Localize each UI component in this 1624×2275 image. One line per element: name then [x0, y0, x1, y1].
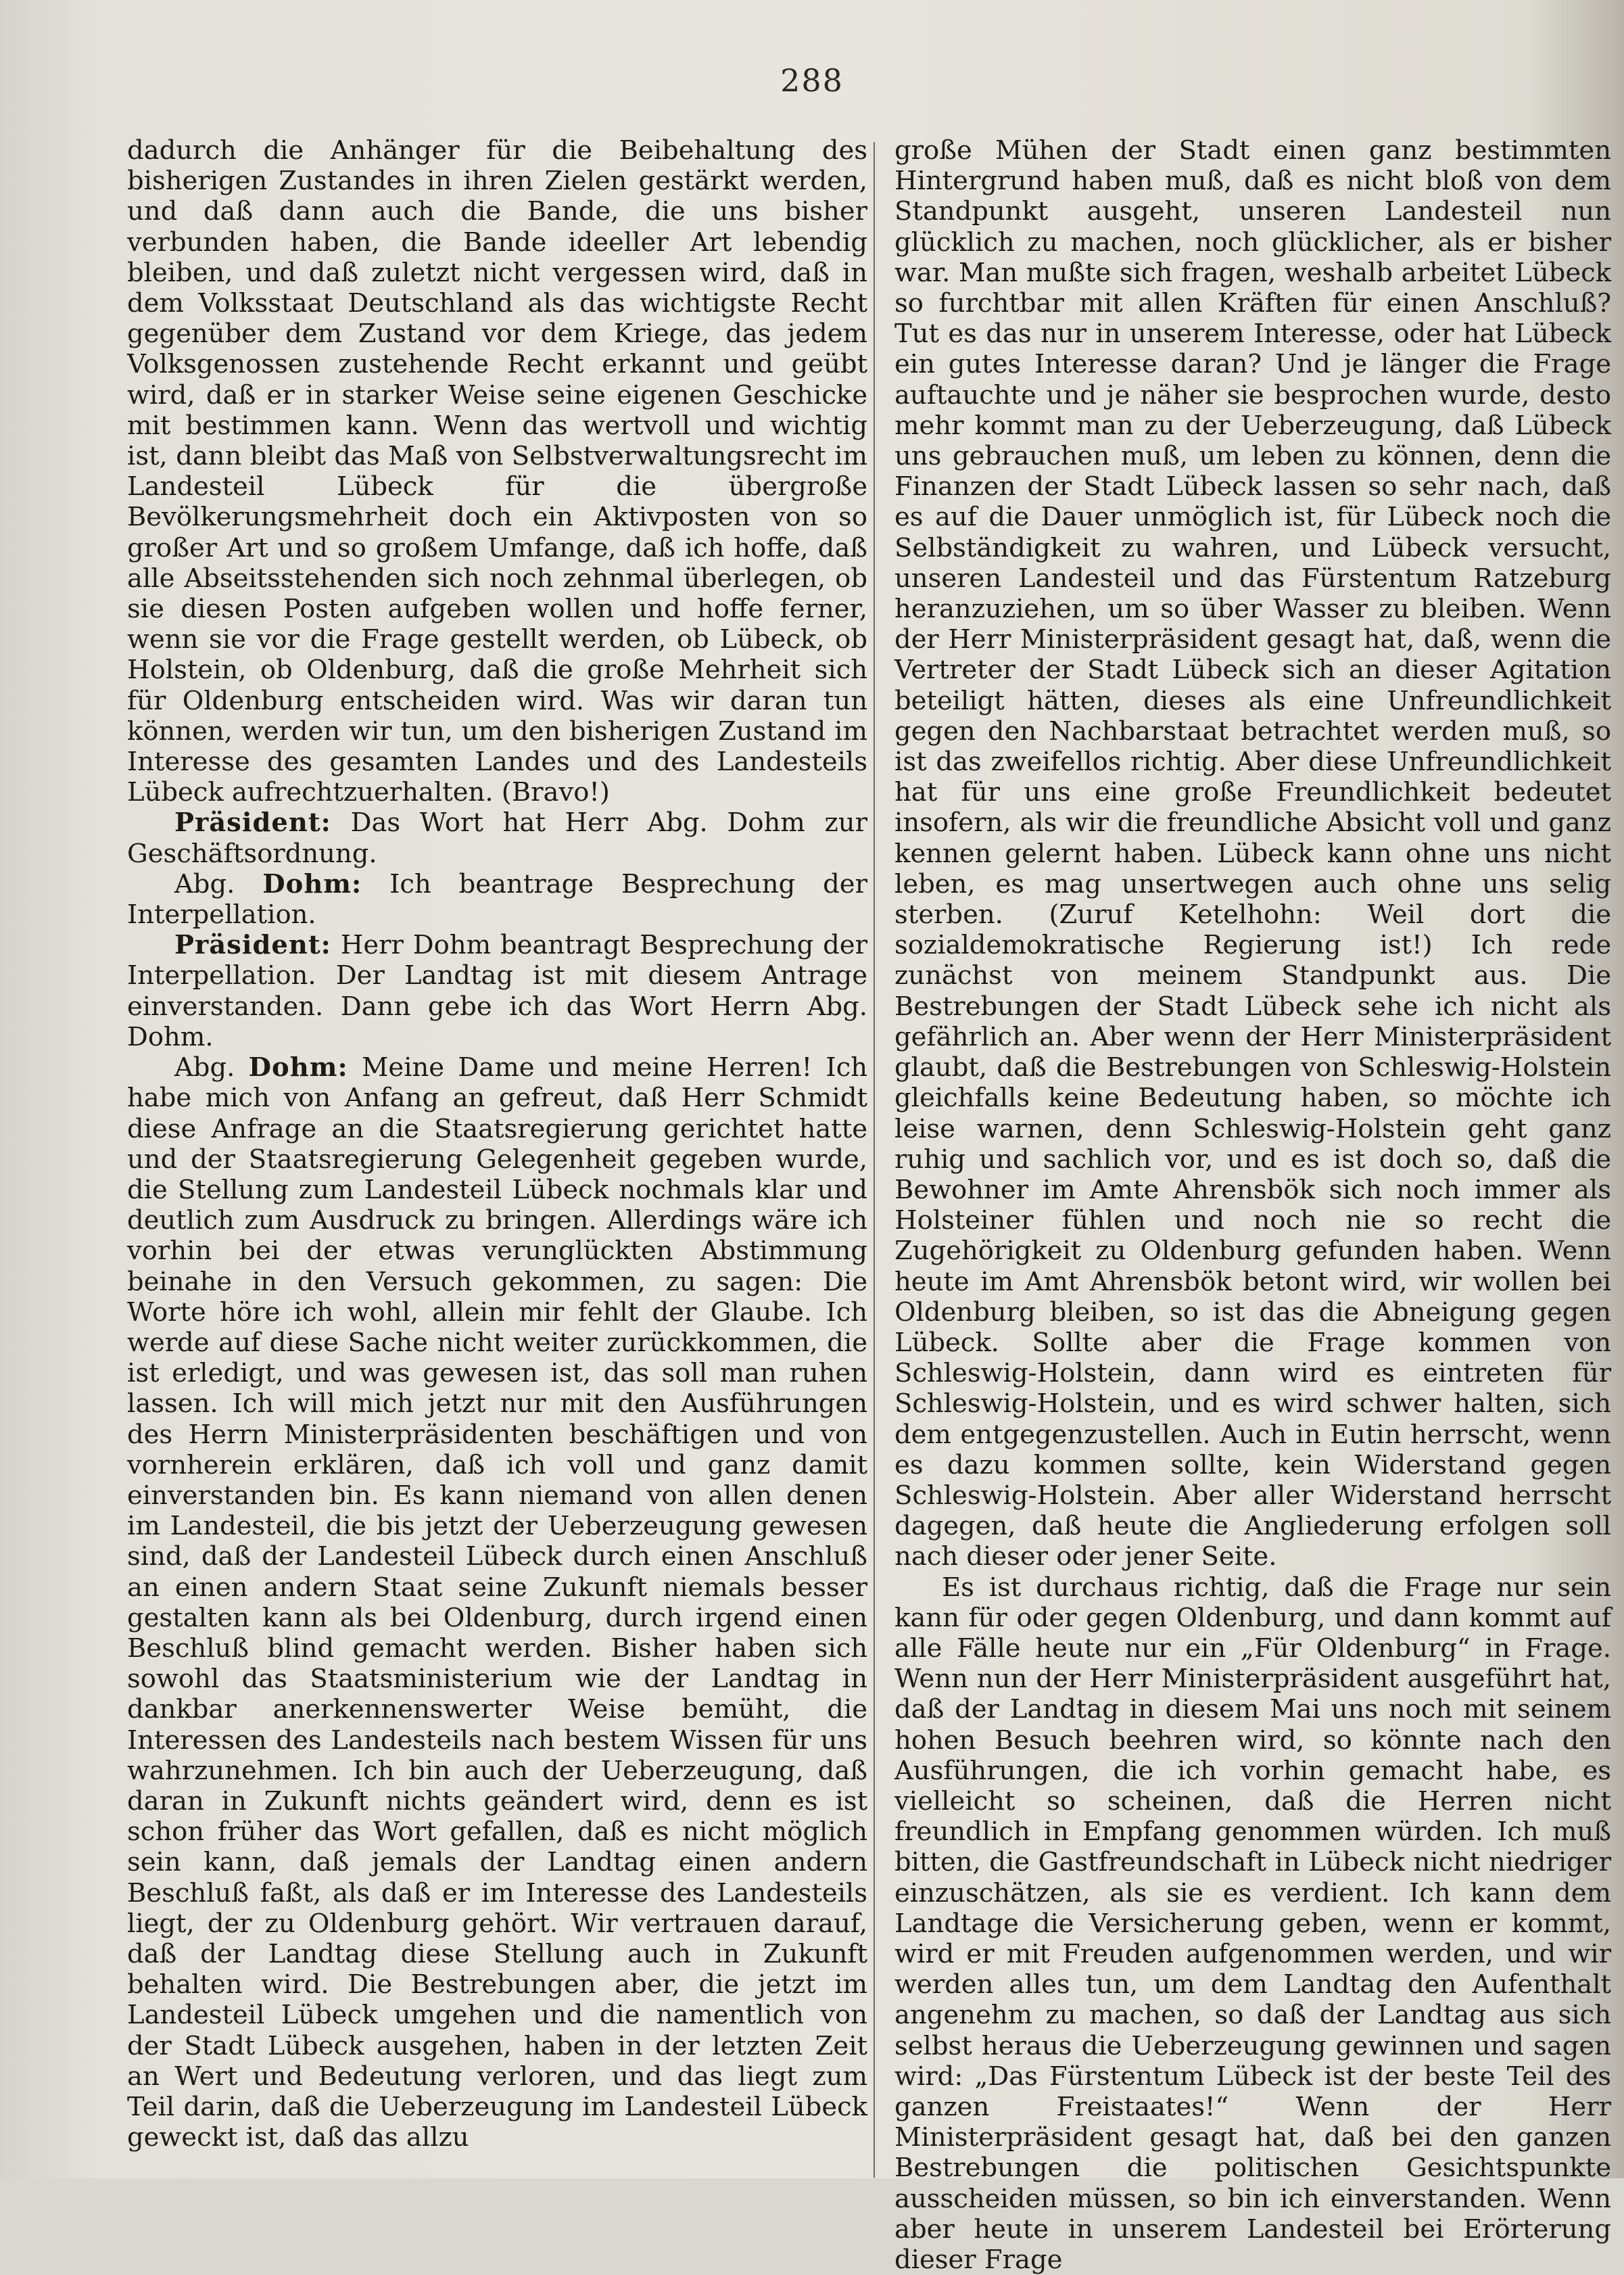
speech-text: Das Wort hat Herr Abg. Dohm zur Geschäftsordnung.	[127, 807, 867, 869]
right-column	[894, 135, 1611, 2275]
speech-text: Ich beantrage Besprechung der Interpellation.	[127, 868, 867, 931]
speaker-label: Präsident:	[174, 807, 331, 839]
speaker-prefix: Abg.	[174, 868, 263, 899]
paragraph	[127, 1052, 867, 2153]
column-divider	[874, 142, 875, 2178]
left-column	[127, 135, 867, 2153]
paragraph	[127, 807, 867, 868]
paragraph: große Mühen der Stadt einen ganz bestimmten Hintergrund haben muß, daß es nicht bloß von dem Standpunkt ausgeht, unseren Landesteil nun glücklich zu machen, noch glücklicher, als er bisher war. Man mußte sich fragen, weshalb arbeitet Lübeck so furchtbar mit allen Kräften für einen Anschluß? Tut es das nur in unserem Interesse, oder hat Lübeck ein gutes Interesse daran? Und je länger die Frage auftauchte und je näher sie besprochen wurde, desto mehr kommt man zu der Ueberzeugung, daß Lübeck uns gebrauchen muß, um leben zu können, denn die Finanzen der Stadt Lübeck lassen so sehr nach, daß es auf die Dauer unmöglich ist, für Lübeck noch die Selbständigkeit zu wahren, und Lübeck versucht, unseren Landesteil und das Fürstentum Ratzeburg heranzuziehen, um so über Wasser zu bleiben. Wenn der Herr Ministerpräsident gesagt hat, daß, wenn die Vertreter der Stadt Lübeck sich an dieser Agitation beteiligt hätten, dieses als eine Unfreundlichkeit gegen den Nachbarstaat betrachtet werden muß, so ist das zweifellos richtig. Aber diese Unfreundlichkeit hat für uns eine große Freundlichkeit bedeutet insofern, als wir die freundliche Absicht voll und ganz kennen gelernt haben. Lübeck kann ohne uns nicht leben, es mag unsertwegen auch ohne uns selig sterben. (Zuruf Ketelhohn: Weil dort die sozialdemokratische Regierung ist!) Ich rede zunächst von meinem Standpunkt aus. Die Bestrebungen der Stadt Lübeck sehe ich nicht als gefährlich an. Aber wenn der Herr Ministerpräsident glaubt, daß die Bestrebungen von Schleswig-Holstein gleichfalls keine Bedeutung haben, so möchte ich leise warnen, denn Schleswig-Holstein geht ganz ruhig und sachlich vor, und es ist doch so, daß die Bewohner im Amte Ahrensbök sich noch immer als Holsteiner fühlen und noch nie so recht die Zugehörigkeit zu Oldenburg gefunden haben. Wenn heute im Amt Ahrensbök betont wird, wir wollen bei Oldenburg bleiben, so ist das die Abneigung gegen Lübeck. Sollte aber die Frage kommen von Schleswig-Holstein, dann wird es eintreten für Schleswig-Holstein, und es wird schwer halten, sich dem entgegenzustellen. Auch in Eutin herrscht, wenn es dazu kommen sollte, kein Widerstand gegen Schleswig-Holstein. Aber aller Widerstand herrscht dagegen, daß heute die Angliederung erfolgen soll nach dieser oder jener Seite.	[894, 135, 1611, 1572]
paragraph	[127, 869, 867, 930]
speaker-label: Präsident:	[174, 930, 331, 961]
page-number: 288	[780, 62, 844, 99]
speaker-prefix: Abg.	[174, 1052, 249, 1083]
speech-text: Meine Dame und meine Herren! Ich habe mich von Anfang an gefreut, daß Herr Schmidt diese Anfrage an die Staatsregierung gerichtet hatte und der Staatsregierung Gelegenheit gegeben wurde, die Stellung zum Landesteil Lübeck nochmals klar und deutlich zum Ausdruck zu bringen. Allerdings wäre ich vorhin bei der etwas verunglückten Abstimmung beinahe in den Versuch gekommen, zu sagen: Die Worte höre ich wohl, allein mir fehlt der Glaube. Ich werde auf diese Sache nicht weiter zurückkommen, die ist erledigt, und was gewesen ist, das soll man ruhen lassen. Ich will mich jetzt nur mit den Ausführungen des Herrn Ministerpräsidenten beschäftigen und von vornherein erklären, daß ich voll und ganz damit einverstanden bin. Es kann niemand von allen denen im Landesteil, die bis jetzt der Ueberzeugung gewesen sind, daß der Landesteil Lübeck durch einen Anschluß an einen andern Staat seine Zukunft niemals besser gestalten kann als bei Oldenburg, durch irgend einen Beschluß blind gemacht werden. Bisher haben sich sowohl das Staatsministerium wie der Landtag in dankbar anerkennenswerter Weise bemüht, die Interessen des Landesteils nach bestem Wissen für uns wahrzunehmen. Ich bin auch der Ueberzeugung, daß daran in Zukunft nichts geändert wird, denn es ist schon früher das Wort gefallen, daß es nicht möglich sein kann, daß jemals der Landtag einen andern Beschluß faßt, als daß er im Interesse des Landesteils liegt, der zu Oldenburg gehört. Wir vertrauen darauf, daß der Landtag diese Stellung auch in Zukunft behalten wird. Die Bestrebungen aber, die jetzt im Landesteil Lübeck umgehen und die namentlich von der Stadt Lübeck ausgehen, haben in der letzten Zeit an Wert und Bedeutung verloren, und das liegt zum Teil darin, daß die Ueberzeugung im Landesteil Lübeck geweckt ist, daß das allzu	[127, 1052, 867, 2153]
paragraph: Es ist durchaus richtig, daß die Frage nur sein kann für oder gegen Oldenburg, und dann kommt auf alle Fälle heute nur ein „Für Oldenburg“ in Frage. Wenn nun der Herr Ministerpräsident ausgeführt hat, daß der Landtag in diesem Mai uns noch mit seinem hohen Besuch beehren wird, so könnte nach den Ausführungen, die ich vorhin gemacht habe, es vielleicht so scheinen, daß die Herren nicht freundlich in Empfang genommen würden. Ich muß bitten, die Gastfreundschaft in Lübeck nicht niedriger einzuschätzen, als sie es verdient. Ich kann dem Landtage die Versicherung geben, wenn er kommt, wird er mit Freuden aufgenommen werden, und wir werden alles tun, um dem Landtag den Aufenthalt angenehm zu machen, so daß der Landtag aus sich selbst heraus die Ueberzeugung gewinnen und sagen wird: „Das Fürstentum Lübeck ist der beste Teil des ganzen Freistaates!“ Wenn der Herr Ministerpräsident gesagt hat, daß bei den ganzen Bestrebungen die politischen Gesichtspunkte ausscheiden müssen, so bin ich einverstanden. Wenn aber heute in unserem Landesteil bei Erörterung dieser Frage	[894, 1572, 1611, 2275]
speaker-label: Dohm:	[248, 1052, 348, 1083]
speaker-label: Dohm:	[262, 868, 362, 899]
paragraph	[127, 930, 867, 1052]
speech-text: Herr Dohm beantragt Besprechung der Interpellation. Der Landtag ist mit diesem Antrage einverstanden. Dann gebe ich das Wort Herrn Abg. Dohm.	[127, 930, 867, 1052]
paragraph: dadurch die Anhänger für die Beibehaltung des bisherigen Zustandes in ihren Zielen gestärkt werden, und daß dann auch die Bande, die uns bisher verbunden haben, die Bande ideeller Art lebendig bleiben, und daß zuletzt nicht vergessen wird, daß in dem Volksstaat Deutschland als das wichtigste Recht gegenüber dem Zustand vor dem Kriege, das jedem Volksgenossen zustehende Recht erkannt und geübt wird, daß er in starker Weise seine eigenen Geschicke mit bestimmen kann. Wenn das wertvoll und wichtig ist, dann bleibt das Maß von Selbstverwaltungsrecht im Landesteil Lübeck für die übergroße Bevölkerungsmehrheit doch ein Aktivposten von so großer Art und so großem Umfange, daß ich hoffe, daß alle Abseitsstehenden sich noch zehnmal überlegen, ob sie diesen Posten aufgeben wollen und hoffe ferner, wenn sie vor die Frage gestellt werden, ob Lübeck, ob Holstein, ob Oldenburg, daß die große Mehrheit sich für Oldenburg entscheiden wird. Was wir daran tun können, werden wir tun, um den bisherigen Zustand im Interesse des gesamten Landes und des Landesteils Lübeck aufrechtzuerhalten. (Bravo!)	[127, 135, 867, 808]
